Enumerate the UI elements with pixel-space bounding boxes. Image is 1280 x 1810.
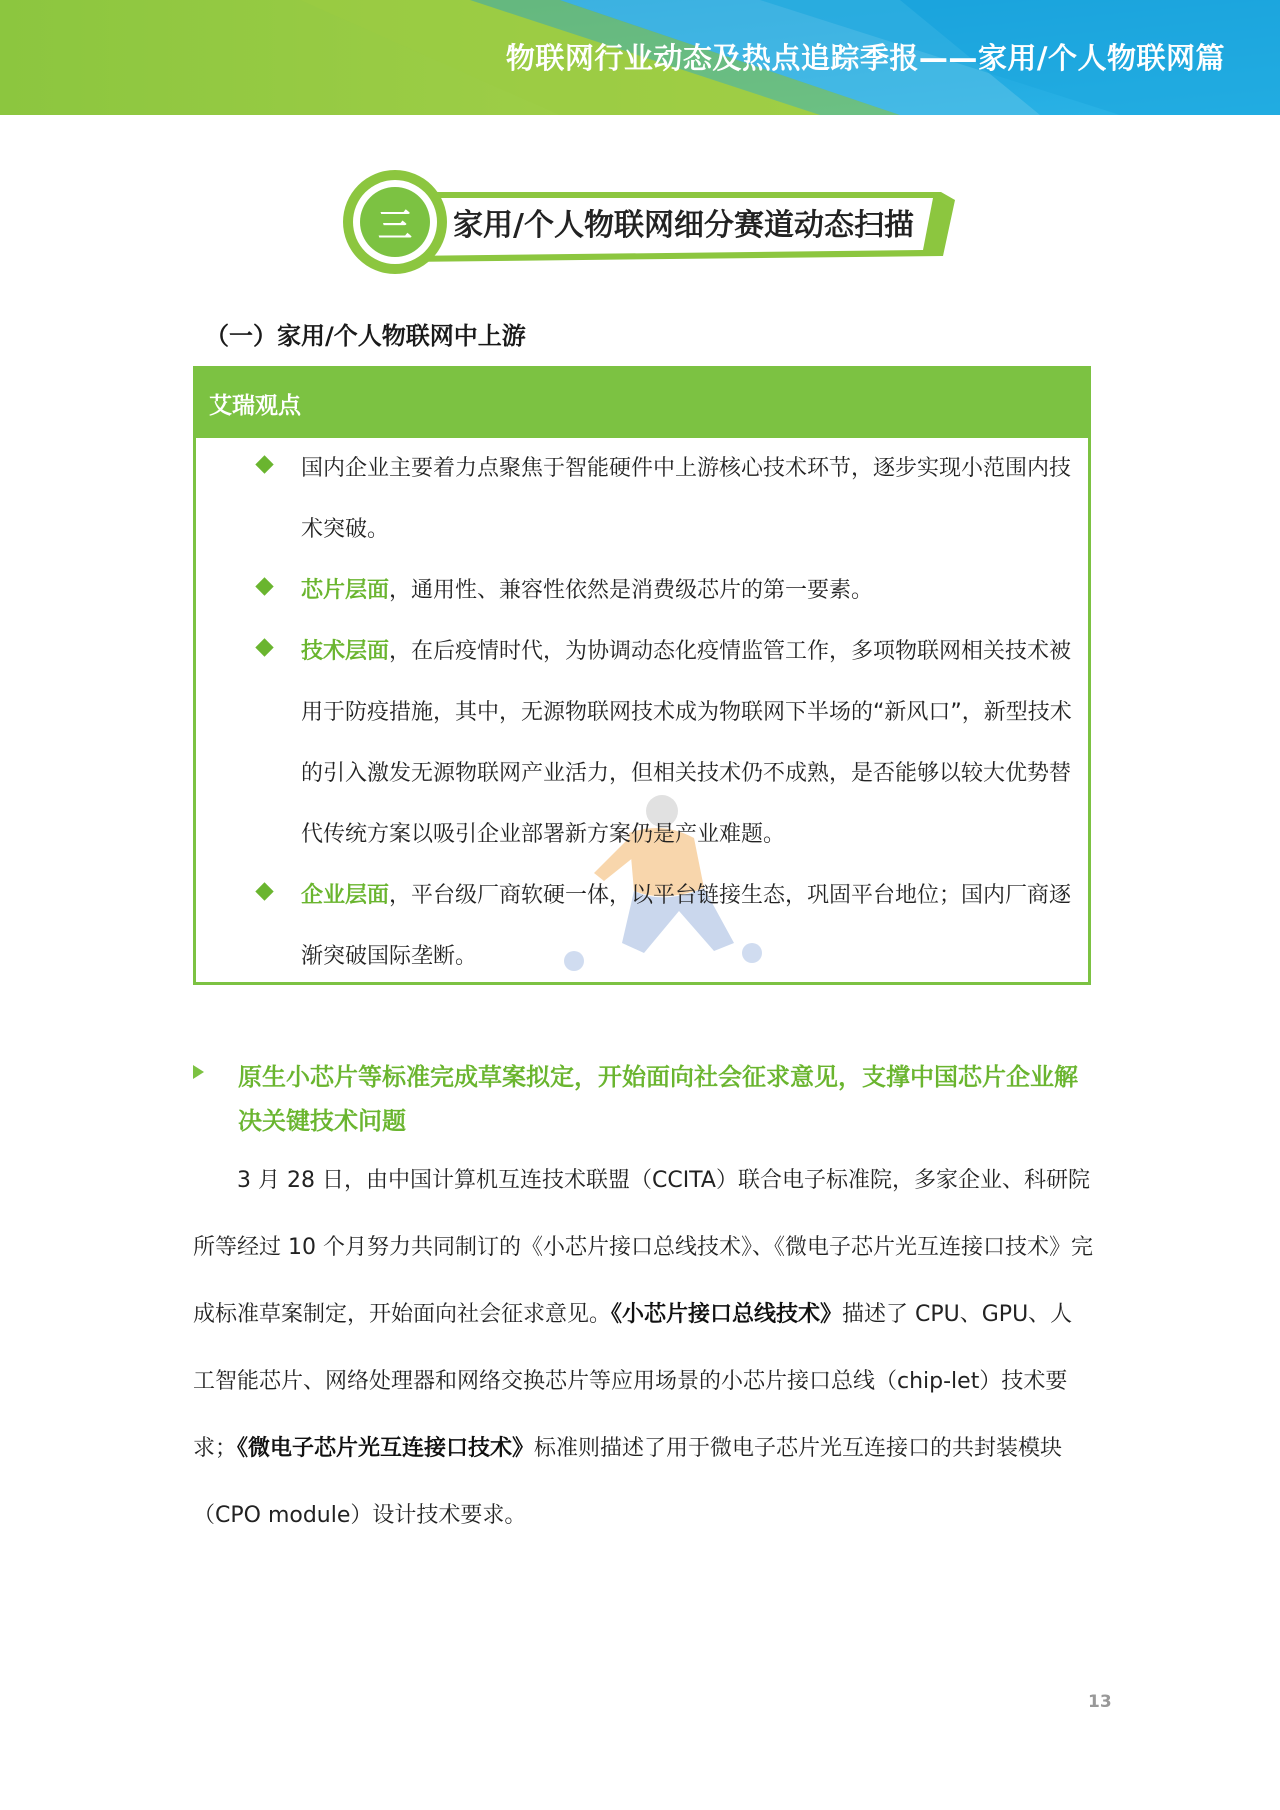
body-text-part: 3 月 28 日，由中国计算机互连技术联盟（CCITA）联合电子标准院，多家企业、科研院所等经过 10 个月努力共同制订的《小芯片接口总线技术》、《微电子芯片光互连接口技术》完成标准草案制定，开始面向社会征求意见。 [193,1168,1093,1327]
viewpoint-item [196,560,1088,621]
diamond-bullet-icon [255,455,273,473]
viewpoint-item-highlight: 技术层面 [301,639,390,664]
section-badge [343,170,963,280]
subsection-heading: （一）家用/个人物联网中上游 [205,322,526,350]
diamond-bullet-icon [255,638,273,656]
body-text-part: 标准则描述了用于微电子芯片光互连接口的共封装模块（CPO module）设计技术要求。 [193,1436,1063,1528]
viewpoint-title: 艾瑞观点 [196,369,1088,438]
viewpoint-item-text: ，通用性、兼容性依然是消费级芯片的第一要素。 [389,578,874,603]
article-headline [193,1055,1093,1143]
report-title: 物联网行业动态及热点追踪季报——家用/个人物联网篇 [505,41,1225,75]
viewpoint-item [196,621,1088,865]
body-bold-title: 《小芯片接口总线技术》 [611,1302,843,1327]
article-headline-text: 原生小芯片等标准完成草案拟定，开始面向社会征求意见，支撑中国芯片企业解决关键技术问题 [238,1063,1078,1135]
page-number: 13 [1088,1692,1112,1712]
viewpoint-item [196,438,1088,560]
viewpoint-item-highlight: 芯片层面 [301,578,390,603]
section-title: 家用/个人物联网细分赛道动态扫描 [453,208,914,243]
diamond-bullet-icon [255,882,273,900]
article-body [193,1147,1093,1549]
viewpoint-item [196,865,1088,987]
header-banner [0,0,1280,115]
viewpoint-list [196,438,1088,987]
viewpoint-item-text: 国内企业主要着力点聚焦于智能硬件中上游核心技术环节，逐步实现小范围内技术突破。 [301,456,1072,542]
section-numeral: 三 [378,205,412,246]
viewpoint-item-text: ，平台级厂商软硬一体，以平台链接生态，巩固平台地位；国内厂商逐渐突破国际垄断。 [301,883,1072,969]
diamond-bullet-icon [255,577,273,595]
viewpoint-box [193,366,1091,985]
body-text-part: 描述了 CPU、GPU、人工智能芯片、网络处理器和网络交换芯片等应用场景的小芯片接口总线（chip-let）技术要求； [193,1302,1073,1461]
viewpoint-item-text: ，在后疫情时代，为协调动态化疫情监管工作，多项物联网相关技术被用于防疫措施，其中，无源物联网技术成为物联网下半场的“新风口”，新型技术的引入激发无源物联网产业活力，但相关技术仍不成熟，是否能够以较大优势替代传统方案以吸引企业部署新方案仍是产业难题。 [301,639,1072,847]
arrow-bullet-icon [193,1065,204,1079]
body-bold-title: 《微电子芯片光互连接口技术》 [237,1436,535,1461]
viewpoint-item-highlight: 企业层面 [301,883,390,908]
